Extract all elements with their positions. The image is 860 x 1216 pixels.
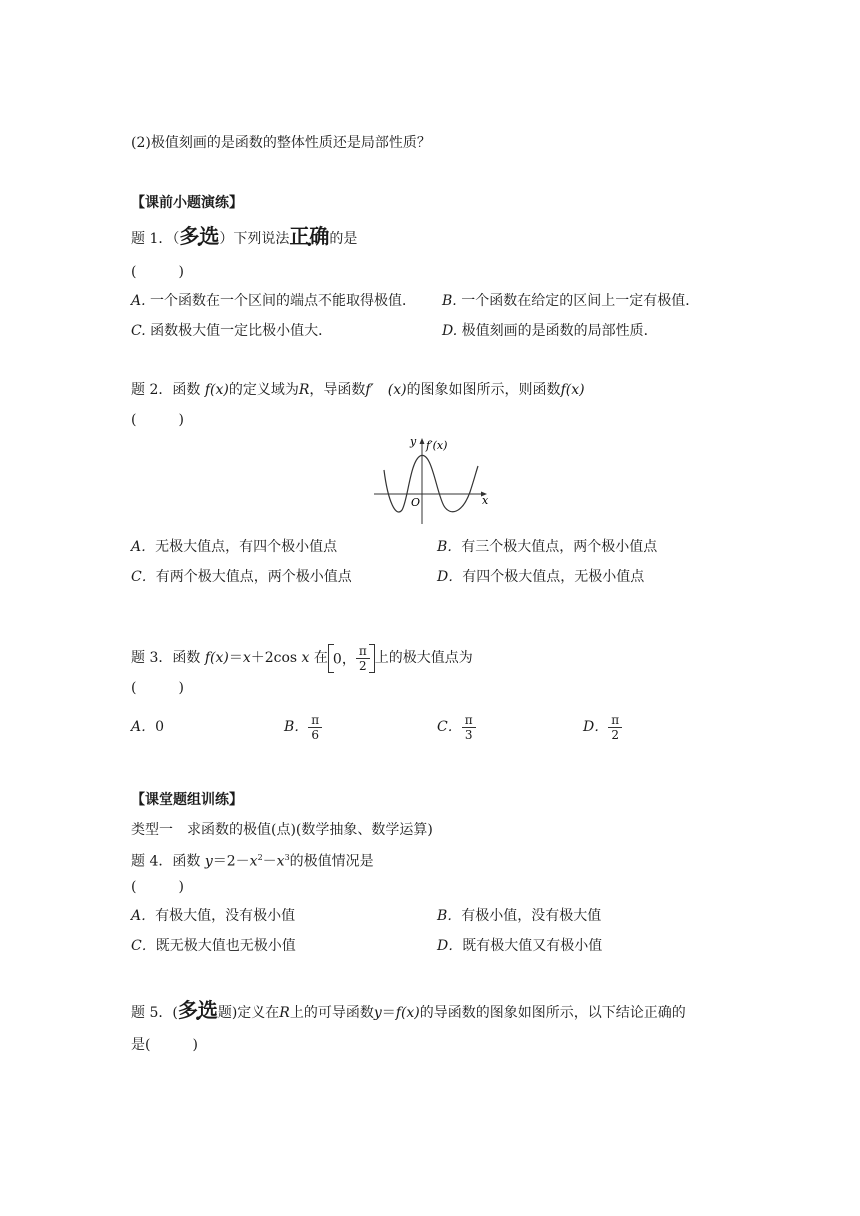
q2-fpx: f′ (x) bbox=[365, 382, 407, 398]
q2-text-d: 的图象如图所示，则函数 bbox=[406, 382, 561, 398]
q2-text-a: 题 2．函数 bbox=[131, 382, 205, 398]
q5-fx: f(x) bbox=[395, 1005, 420, 1021]
q2-option-a-text: 无极大值点，有四个极小值点 bbox=[155, 539, 338, 555]
q2-option-d-label: D． bbox=[437, 569, 463, 585]
q1-option-b-text: 一个函数在给定的区间上一定有极值． bbox=[461, 293, 700, 309]
q2-option-b-text: 有三个极大值点，两个极小值点 bbox=[461, 539, 658, 555]
q1-option-c-text: 函数极大值一定比极小值大． bbox=[150, 323, 333, 339]
q4-option-a-label: A． bbox=[131, 908, 156, 924]
q5-text-d: ＝ bbox=[381, 1005, 396, 1021]
q2-option-b-label: B． bbox=[437, 539, 462, 555]
q2-option-c-label: C． bbox=[131, 569, 156, 585]
q3-interval bbox=[328, 644, 375, 673]
q2-fx2: f(x) bbox=[560, 382, 585, 398]
q3-option-d[interactable] bbox=[583, 708, 622, 746]
question-5 bbox=[131, 1000, 686, 1023]
q2-option-c-text: 有两个极大值点，两个极小值点 bbox=[155, 569, 352, 585]
q1-answer-blank: ( ) bbox=[131, 264, 184, 280]
q2-text-c: ，导函数 bbox=[309, 382, 366, 398]
q3-text-a: 题 3．函数 bbox=[131, 650, 205, 666]
q4-option-d-text: 既有极大值又有极小值 bbox=[462, 938, 603, 954]
q3-option-c-num: π bbox=[462, 713, 476, 728]
q2-option-a[interactable] bbox=[131, 537, 337, 557]
q4-option-a-text: 有极大值，没有极小值 bbox=[155, 908, 296, 924]
q1-mid: ）下列说法 bbox=[219, 231, 290, 247]
q4-x2: x bbox=[276, 853, 285, 870]
q3-fx: f(x) bbox=[204, 650, 229, 666]
q1-option-a-text: 一个函数在一个区间的端点不能取得极值． bbox=[150, 293, 417, 309]
q3-option-a-text: 0 bbox=[155, 719, 165, 735]
graph-label-o: O bbox=[411, 496, 421, 509]
graph-y-arrow bbox=[420, 438, 425, 444]
q3-option-a[interactable] bbox=[131, 717, 164, 737]
q2-text-b: 的定义域为 bbox=[228, 382, 299, 398]
q1-correct: 正确 bbox=[289, 224, 330, 248]
question-4 bbox=[131, 848, 374, 872]
q5-y: y bbox=[373, 1005, 382, 1021]
q3-option-d-num: π bbox=[608, 713, 622, 728]
q3-text-e: 上的极大值点为 bbox=[374, 650, 473, 666]
q3-option-a-label: A． bbox=[131, 719, 156, 735]
q4-option-d[interactable] bbox=[437, 936, 602, 956]
q3-option-b-den: 6 bbox=[311, 727, 320, 742]
section-title-preclass: 【课前小题演练】 bbox=[131, 195, 243, 211]
q1-option-a[interactable] bbox=[131, 291, 416, 311]
q3-option-d-label: D． bbox=[583, 719, 609, 735]
q4-option-c-label: C． bbox=[131, 938, 156, 954]
q4-text-a: 题 4．函数 bbox=[131, 853, 205, 870]
q4-text-c: － bbox=[262, 853, 277, 870]
q1-suffix: 的是 bbox=[329, 231, 358, 247]
q2-option-d-text: 有四个极大值点，无极小值点 bbox=[462, 569, 645, 585]
q2-option-d[interactable] bbox=[437, 567, 644, 587]
q3-option-b-label: B． bbox=[284, 719, 309, 735]
q1-option-b[interactable] bbox=[442, 291, 699, 311]
q3-option-b[interactable] bbox=[284, 708, 322, 746]
q1-option-d[interactable] bbox=[442, 321, 658, 341]
q4-answer-blank: ( ) bbox=[131, 879, 184, 895]
q4-option-c[interactable] bbox=[131, 936, 296, 956]
q1-option-c[interactable] bbox=[131, 321, 332, 341]
q1-multi-select: 多选 bbox=[179, 224, 220, 248]
q5-r: R bbox=[279, 1005, 290, 1021]
q4-option-b[interactable] bbox=[437, 906, 601, 926]
type-one-heading: 类型一 求函数的极值(点)(数学抽象、数学运算) bbox=[131, 822, 433, 838]
q1-option-a-label: A. bbox=[131, 293, 146, 309]
q1-option-b-label: B. bbox=[442, 293, 457, 309]
q1-option-d-label: D. bbox=[442, 323, 458, 339]
q1-option-c-label: C. bbox=[131, 323, 146, 339]
q4-sup2: 3 bbox=[284, 853, 290, 862]
q3-interval-end bbox=[356, 644, 370, 673]
q3-option-d-den: 2 bbox=[611, 727, 619, 742]
q3-interval-start: 0， bbox=[332, 651, 356, 667]
question-1 bbox=[131, 226, 357, 249]
q2-option-b[interactable] bbox=[437, 537, 657, 557]
graph-label-y: y bbox=[410, 435, 417, 448]
derivative-graph bbox=[370, 432, 495, 527]
q2-option-a-label: A． bbox=[131, 539, 156, 555]
q3-option-b-num: π bbox=[308, 713, 322, 728]
q3-interval-two: 2 bbox=[358, 658, 367, 673]
q4-sup1: 2 bbox=[257, 853, 263, 862]
q3-text-b: ＝ bbox=[228, 650, 243, 666]
q3-option-d-frac bbox=[608, 713, 622, 742]
q5-text-a: 题 5．( bbox=[131, 1005, 178, 1021]
q3-option-c-frac bbox=[462, 713, 476, 742]
q3-option-c-den: 3 bbox=[464, 727, 473, 742]
q2-r: R bbox=[298, 382, 310, 398]
q3-option-b-frac bbox=[308, 713, 322, 742]
q4-option-b-label: B． bbox=[437, 908, 462, 924]
q1-prefix: 题 1．（ bbox=[131, 231, 180, 247]
q5-text-b: 题)定义在 bbox=[217, 1005, 280, 1021]
graph-curve bbox=[384, 455, 478, 512]
q4-y: y bbox=[204, 853, 213, 870]
intro-question: (2)极值刻画的是函数的整体性质还是局部性质？ bbox=[131, 135, 431, 151]
q5-text-e: 的导函数的图象如图所示，以下结论正确的 bbox=[419, 1005, 686, 1021]
q3-x: x bbox=[242, 650, 251, 666]
q3-text-c: ＋2cos bbox=[250, 650, 302, 666]
q3-option-c-label: C． bbox=[437, 719, 462, 735]
q3-interval-pi: π bbox=[356, 644, 370, 659]
graph-label-f: f′(x) bbox=[426, 439, 448, 452]
q5-multi-select: 多选 bbox=[177, 998, 218, 1022]
q4-option-a[interactable] bbox=[131, 906, 295, 926]
q4-option-b-text: 有极小值，没有极大值 bbox=[461, 908, 602, 924]
question-2 bbox=[131, 380, 585, 400]
q4-text-b: ＝2－ bbox=[212, 853, 250, 870]
q5-line-2: 是( ) bbox=[131, 1037, 198, 1053]
q2-answer-blank: ( ) bbox=[131, 412, 184, 428]
q1-option-d-text: 极值刻画的是函数的局部性质． bbox=[461, 323, 658, 339]
q4-option-c-text: 既无极大值也无极小值 bbox=[155, 938, 296, 954]
q4-text-d: 的极值情况是 bbox=[289, 853, 374, 870]
q3-answer-blank: ( ) bbox=[131, 680, 184, 696]
q3-option-c[interactable] bbox=[437, 708, 476, 746]
graph-label-x: x bbox=[482, 494, 489, 507]
q3-x2: x bbox=[301, 650, 310, 666]
q4-x1: x bbox=[249, 853, 258, 870]
q5-text-c: 上的可导函数 bbox=[289, 1005, 374, 1021]
q4-option-d-label: D． bbox=[437, 938, 463, 954]
q2-fx: f(x) bbox=[204, 382, 229, 398]
q3-text-d: 在 bbox=[309, 650, 328, 666]
section-title-inclass: 【课堂题组训练】 bbox=[131, 792, 243, 808]
q2-option-c[interactable] bbox=[131, 567, 352, 587]
